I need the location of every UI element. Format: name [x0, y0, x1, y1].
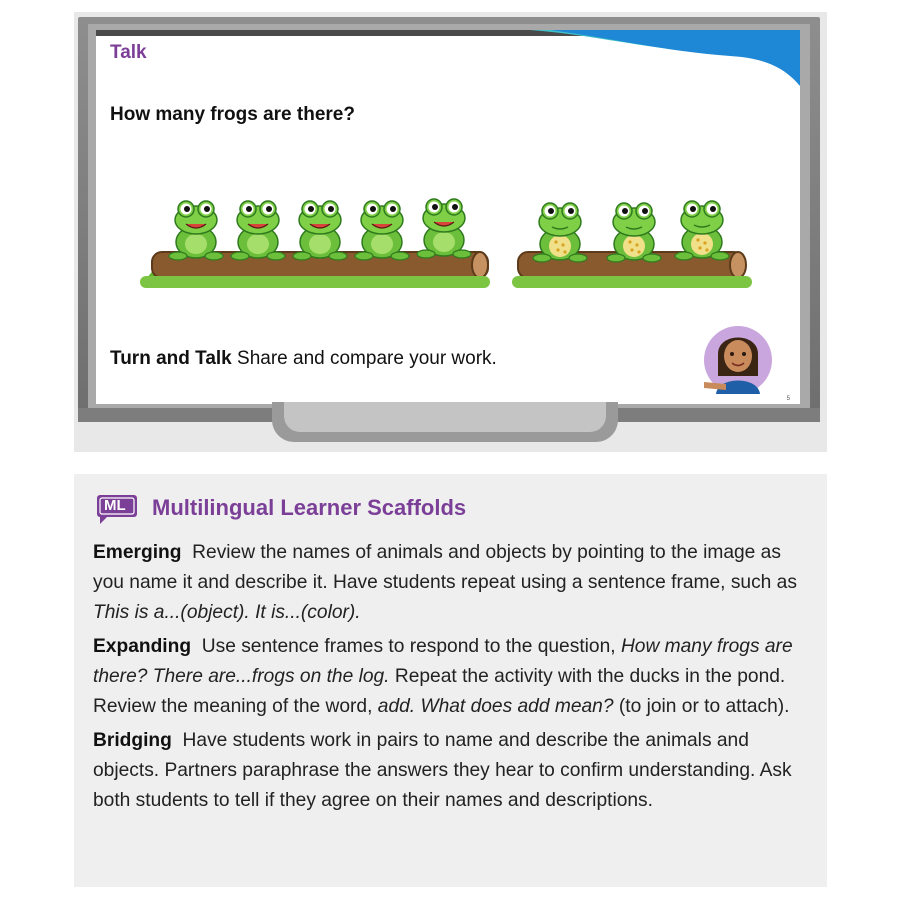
scaffold-bridging: [93, 726, 798, 816]
scaffold-expanding-question: add. What does add mean?: [377, 696, 614, 717]
scaffold-expanding-text-2: Repeat the activity with the ducks in the pond. Review the meaning of the word,: [93, 666, 786, 717]
ml-badge-label: ML: [104, 497, 126, 514]
turn-and-talk-label: Turn and Talk: [110, 348, 232, 369]
ml-scaffolds-body: [93, 538, 798, 820]
scaffold-expanding: [93, 632, 798, 722]
scaffold-bridging-label: Bridging: [93, 730, 172, 751]
scaffold-expanding-label: Expanding: [93, 636, 192, 657]
scaffold-expanding-text-3: (to join or to attach).: [613, 696, 790, 717]
scaffold-emerging-frame: This is a...(object). It is...(color).: [93, 602, 361, 623]
scaffold-bridging-text: Have students work in pairs to name and describe the animals and objects. Partners paraphrase the answers they hear to confirm understanding. Ask both students to tell if they agree on their names and descriptions.: [93, 730, 792, 811]
teacher-avatar: [696, 318, 776, 398]
frogs-on-logs-illustration: [140, 180, 760, 300]
lesson-slide: [96, 30, 800, 404]
decorative-wave: [530, 30, 800, 90]
turn-and-talk-text: Share and compare your work.: [237, 348, 497, 369]
scaffold-emerging-label: Emerging: [93, 542, 182, 563]
whiteboard-tray-inner: [284, 402, 606, 432]
scaffold-expanding-frame: How many frogs are there? There are...frogs on the log.: [93, 636, 793, 687]
scaffold-expanding-text: Use sentence frames to respond to the question,: [201, 636, 621, 657]
scaffold-emerging-text: Review the names of animals and objects by pointing to the image as you name it and describe it. Have students repeat using a sentence frame, such as: [93, 542, 797, 593]
scaffold-emerging: [93, 538, 798, 628]
ml-scaffolds-panel: [74, 474, 827, 887]
slide-section-tag: Talk: [110, 42, 147, 63]
slide-question: How many frogs are there?: [110, 104, 355, 125]
turn-and-talk-prompt: [110, 348, 497, 370]
slide-page-number: 5: [786, 396, 790, 402]
ml-scaffolds-title: Multilingual Learner Scaffolds: [152, 495, 467, 520]
